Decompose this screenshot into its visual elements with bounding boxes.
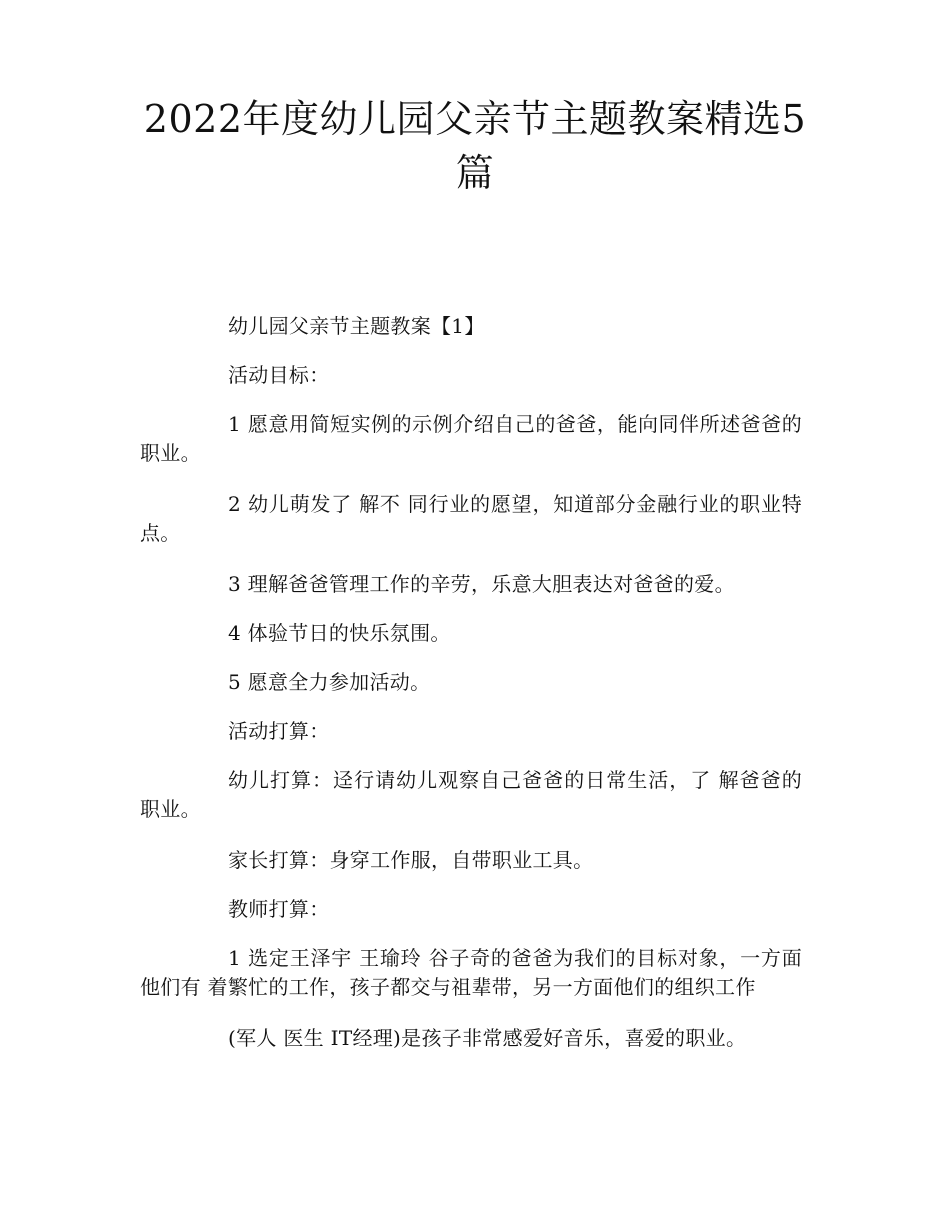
paragraph: 教师打算：: [228, 897, 330, 921]
paragraph: 5 愿意全力参加活动。: [228, 670, 431, 694]
section-heading: 幼儿园父亲节主题教案【1】: [228, 314, 485, 338]
document-body: [140, 312, 802, 1073]
paragraph: 1 愿意用简短实例的示例介绍自己的爸爸，能向同伴所述爸爸的职业。: [140, 412, 802, 465]
paragraph: 3 理解爸爸管理工作的辛劳，乐意大胆表达对爸爸的爱。: [228, 572, 735, 596]
paragraph: 幼儿打算：迳行请幼儿观察自己爸爸的日常生活，了 解爸爸的职业。: [140, 768, 802, 821]
paragraph: 1 选定王泽宇 王瑜玲 谷子奇的爸爸为我们的目标对象，一方面他们有 着繁忙的工作，孩子都交与祖辈带，另一方面他们的组织工作: [140, 946, 802, 999]
document-title: 2022年度幼儿园父亲节主题教案精选5篇: [143, 97, 807, 195]
paragraph: 2 幼儿萌发了 解不 同行业的愿望，知道部分金融行业的职业特点。: [140, 492, 802, 545]
paragraph: 家长打算：身穿工作服，自带职业工具。: [228, 848, 594, 872]
paragraph: 活动目标：: [228, 363, 330, 387]
paragraph: (军人 医生 IT经理)是孩子非常感爱好音乐，喜爱的职业。: [228, 1026, 747, 1050]
paragraph: 4 体验节日的快乐氛围。: [228, 621, 451, 645]
paragraph: 活动打算：: [228, 719, 330, 743]
